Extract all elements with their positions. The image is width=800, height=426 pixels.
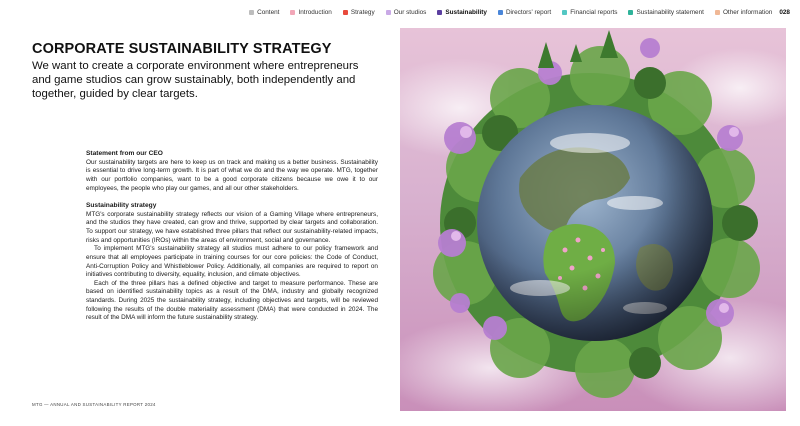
nav-swatch xyxy=(343,10,348,15)
nav-item-label: Financial reports xyxy=(570,9,618,16)
strategy-paragraph-1: MTG's corporate sustainability strategy reflects our vision of a Gaming Village where entrepreneurs, and the studios they have created, can grow and thrive, supported by clear targets and collaboration. To support our strategy, we have established three pillars that reflect our sustainability-related impacts, risks and opportunities (IROs) within the areas of environment, social and governance. xyxy=(86,210,378,244)
nav-item-financial-reports[interactable] xyxy=(562,9,617,16)
ceo-statement-text: Our sustainability targets are here to keep us on track and making us a better business. Sustainability is essential to drive long-term growth. It is part of what we do and the way we operate. MTG, together with our portfolio companies, want to be a good corporate citizens because we owe it to our employees, the people who play our games, and all our other stakeholders. xyxy=(86,158,378,192)
nav-swatch xyxy=(628,10,633,15)
strategy-paragraph-3: Each of the three pillars has a defined objective and target to measure performance. These are based on identified sustainability topics as a result of the DMA, industry and globally recognized standards. During 2025 the sustainability strategy, including objectives and targets, will be reviewed following the results of the double materiality assessment (DMA) that were conducted in 2024. The result of the DMA will inform the future sustainability strategy. xyxy=(86,279,378,322)
nav-item-label: Sustainability statement xyxy=(636,9,704,16)
page-subtitle: We want to create a corporate environment where entrepreneurs and game studios can grow sustainably, both independently and together, guided by clear targets. xyxy=(32,60,359,100)
nav-item-sustainability-statement[interactable] xyxy=(628,9,704,16)
ceo-statement-heading: Statement from our CEO xyxy=(86,150,163,157)
nav-item-label: Other information xyxy=(722,9,773,16)
nav-item-sustainability[interactable] xyxy=(437,9,487,16)
nav-item-content[interactable] xyxy=(249,9,279,16)
page-title: CORPORATE SUSTAINABILITY STRATEGY xyxy=(32,41,332,57)
nav-swatch xyxy=(498,10,503,15)
nav-item-introduction[interactable] xyxy=(290,9,331,16)
nav-swatch xyxy=(249,10,254,15)
section-navigation xyxy=(249,9,790,16)
body-text xyxy=(86,150,378,323)
nav-swatch xyxy=(437,10,442,15)
nav-item-label: Sustainability xyxy=(445,9,487,16)
page-number: 028 xyxy=(779,9,790,16)
nav-swatch xyxy=(386,10,391,15)
page-footer: MTG — ANNUAL AND SUSTAINABILITY REPORT 2024 xyxy=(32,402,156,407)
nav-item-our-studios[interactable] xyxy=(386,9,427,16)
earth-greenery-illustration xyxy=(400,28,786,411)
nav-item-other-information[interactable] xyxy=(715,9,772,16)
nav-swatch xyxy=(715,10,720,15)
nav-swatch xyxy=(562,10,567,15)
nav-item-label: Strategy xyxy=(350,9,375,16)
nav-item-directors-report[interactable] xyxy=(498,9,551,16)
nav-item-label: Introduction xyxy=(298,9,332,16)
nav-swatch xyxy=(290,10,295,15)
strategy-heading: Sustainability strategy xyxy=(86,201,157,209)
strategy-paragraph-2: To implement MTG's sustainability strategy all studios must adhere to our policy framework and ensure that all employees participate in training courses for our core policies: the Code of Conduct, Anti-Corruption Policy and Whistleblower Policy. Additionally, all companies are required to report on initiatives contributing to diversity, equality, inclusion, and climate objectives. xyxy=(86,245,378,279)
nav-item-label: Content xyxy=(257,9,280,16)
nav-item-label: Directors' report xyxy=(505,9,552,16)
nav-item-strategy[interactable] xyxy=(343,9,375,16)
nav-item-label: Our studios xyxy=(393,9,427,16)
